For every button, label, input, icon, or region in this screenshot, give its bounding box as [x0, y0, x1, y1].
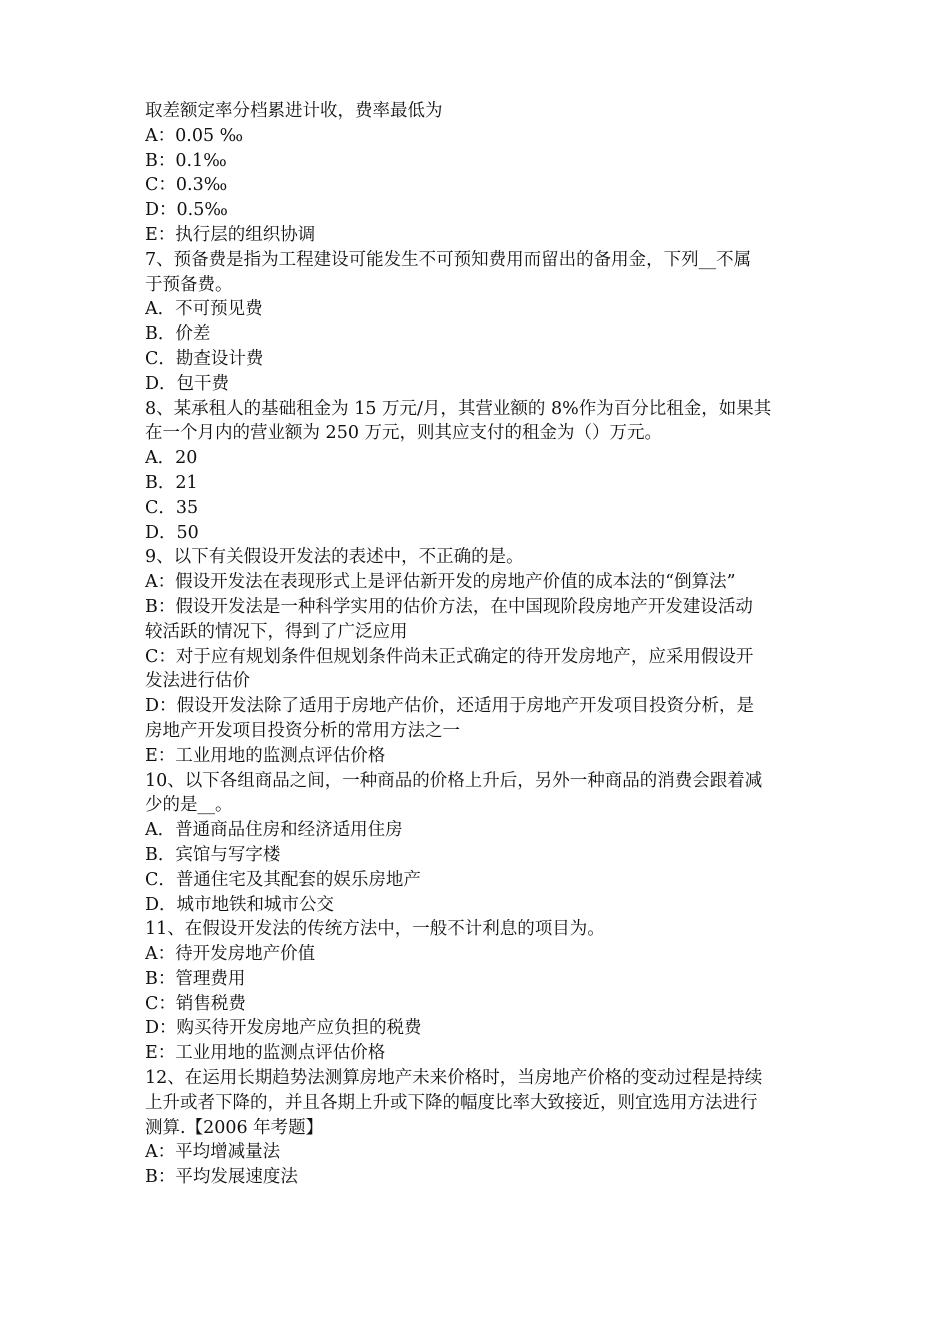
text-line: B：管理费用 — [145, 968, 246, 989]
text-line: C．普通住宅及其配套的娱乐房地产 — [145, 869, 421, 890]
text-line: B．宾馆与写字楼 — [145, 844, 281, 865]
text-line: D．城市地铁和城市公交 — [145, 894, 335, 915]
text-line: B：假设开发法是一种科学实用的估价方法，在中国现阶段房地产开发建设活动 — [145, 596, 753, 617]
text-line: C：对于应有规划条件但规划条件尚未正式确定的待开发房地产，应采用假设开 — [145, 646, 754, 667]
text-line: B．价差 — [145, 324, 211, 345]
text-line: C：0.3‰ — [145, 175, 228, 196]
text-line: C．35 — [145, 497, 199, 518]
text-line: E：工业用地的监测点评估价格 — [145, 745, 386, 766]
text-line: B：平均发展速度法 — [145, 1167, 298, 1188]
text-line: A：假设开发法在表现形式上是评估新开发的房地产价值的成本法的“倒算法” — [145, 572, 736, 593]
text-line: D：假设开发法除了适用于房地产估价，还适用于房地产开发项目投资分析，是 — [145, 696, 755, 717]
text-line: B．21 — [145, 472, 198, 493]
text-line: A：0.05 ‰ — [145, 125, 244, 146]
text-line: C．勘查设计费 — [145, 348, 264, 369]
text-line: A：平均增减量法 — [145, 1142, 281, 1163]
text-line: 在一个月内的营业额为 250 万元，则其应支付的租金为（）万元。 — [145, 423, 663, 444]
text-line: A．普通商品住房和经济适用住房 — [145, 820, 403, 841]
text-line: D：购买待开发房地产应负担的税费 — [145, 1018, 422, 1039]
text-line: 于预备费。 — [145, 274, 233, 295]
text-line: C：销售税费 — [145, 993, 246, 1014]
text-line: A．20 — [145, 448, 198, 469]
text-line: 12、在运用长期趋势法测算房地产未来价格时，当房地产价格的变动过程是持续 — [145, 1068, 763, 1089]
text-line: 较活跃的情况下，得到了广泛应用 — [145, 621, 408, 642]
text-line: 8、某承租人的基础租金为 15 万元/月，其营业额的 8%作为百分比租金，如果其 — [145, 398, 772, 419]
text-line: D．包干费 — [145, 373, 230, 394]
text-line: A．不可预见费 — [145, 299, 263, 320]
text-line: 取差额定率分档累进计收，费率最低为 — [145, 101, 443, 121]
text-line: D：0.5‰ — [145, 200, 228, 221]
text-line: 少的是__。 — [145, 795, 233, 816]
document-body — [145, 99, 813, 1190]
text-line: 测算.【2006 年考题】 — [145, 1117, 324, 1138]
text-line: E：工业用地的监测点评估价格 — [145, 1043, 386, 1064]
text-line: 9、以下有关假设开发法的表述中，不正确的是。 — [145, 547, 524, 568]
text-line: 7、预备费是指为工程建设可能发生不可预知费用而留出的备用金，下列__不属 — [145, 249, 752, 270]
text-line: D．50 — [145, 522, 199, 543]
text-line: 发法进行估价 — [145, 671, 250, 692]
text-line: A：待开发房地产价值 — [145, 944, 316, 965]
text-line: 上升或者下降的，并且各期上升或下降的幅度比率大致接近，则宜选用方法进行 — [145, 1092, 758, 1113]
text-line: 11、在假设开发法的传统方法中，一般不计利息的项目为。 — [145, 919, 605, 940]
text-line: 10、以下各组商品之间，一种商品的价格上升后，另外一种商品的消费会跟着减 — [145, 770, 763, 791]
text-line: B：0.1‰ — [145, 150, 227, 171]
text-line: 房地产开发项目投资分析的常用方法之一 — [145, 720, 460, 741]
text-line: E：执行层的组织协调 — [145, 224, 316, 245]
